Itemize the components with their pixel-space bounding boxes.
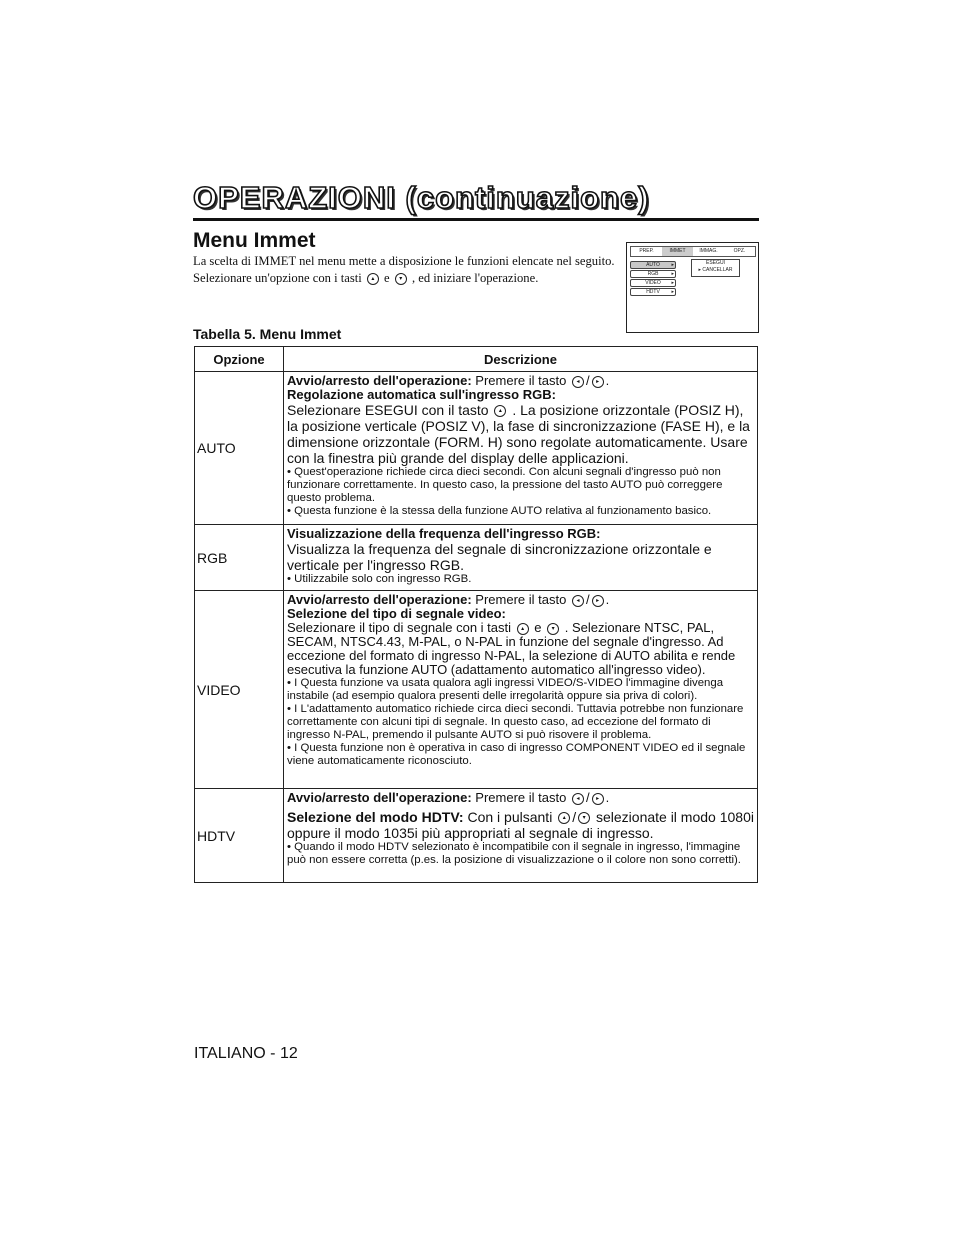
label: Avvio/arresto dell'operazione: [287, 592, 472, 607]
up-button-icon: ▴ [494, 405, 506, 417]
option-video: VIDEO [195, 591, 284, 789]
text: . La posizione orizzontale (POSIZ H), la posizione verticale (POSIZ V), la fase di sincronizzazione (FASE H), e la dimensione orizzontale (FORM. H) sono regolate automaticamente. Usare con la finestra più grande del display delle applicazioni. [287, 402, 750, 466]
down-button-icon: ▾ [547, 623, 559, 635]
left-button-icon: ◂ [572, 376, 584, 388]
intro-text-1: La scelta di IMMET nel menu mette a disposizione le funzioni elencate nel seguito. Selezionare un'opzione con i tasti [193, 254, 615, 285]
menu-item-auto: AUTO ▸ [630, 261, 676, 269]
description-hdtv [284, 789, 758, 883]
heading-rule [193, 218, 759, 221]
label: Visualizzazione della frequenza dell'ingresso RGB: [287, 526, 601, 541]
menu-tabs [630, 246, 756, 257]
label: Selezione del modo HDTV: [287, 809, 464, 825]
and: e [534, 620, 542, 635]
slash: / [585, 592, 590, 607]
menu-tab-prep: PREP. [639, 248, 654, 254]
text: Premere il tasto [471, 373, 567, 388]
up-button-icon: ▴ [367, 273, 379, 285]
down-button-icon: ▾ [578, 812, 590, 824]
note: • Questa funzione è la stessa della funzione AUTO relativa al funzionamento basico. [287, 505, 712, 517]
table-row [195, 591, 758, 789]
menu-table [194, 346, 758, 883]
menu-tab-opz: OPZ. [733, 248, 746, 254]
menu-submenu [691, 259, 740, 277]
text: Premere il tasto [471, 790, 567, 805]
slash: / [572, 809, 577, 825]
note: • I Questa funzione va usata qualora agli ingressi VIDEO/S-VIDEO l'immagine divenga instabile (ad esempio qualora presenti delle irregolarità oppure sia priva di colori). [287, 677, 724, 702]
menu-item-hdtv: HDTV ▸ [630, 288, 676, 296]
text: Premere il tasto [471, 592, 567, 607]
label: Avvio/arresto dell'operazione: [287, 790, 472, 805]
table-row [195, 372, 758, 525]
intro-text-2: , ed iniziare l'operazione. [411, 271, 539, 285]
table-row [195, 789, 758, 883]
text: Visualizza la frequenza del segnale di sincronizzazione orizzontale e verticale per l'ingresso RGB. [287, 541, 712, 573]
down-button-icon: ▾ [395, 273, 407, 285]
right-button-icon: ▸ [592, 376, 604, 388]
menu-preview [626, 242, 759, 333]
description-video [284, 591, 758, 789]
menu-tab-immet: IMMET [662, 247, 693, 256]
option-rgb: RGB [195, 525, 284, 591]
intro-paragraph [193, 253, 618, 287]
table-row [195, 525, 758, 591]
slash: / [585, 790, 590, 805]
text: Selezionare ESEGUI con il tasto [287, 402, 489, 418]
menu-sub-cancellar: ▸ CANCELLAR [698, 267, 733, 273]
heading-text: OPERAZIONI (continuazione) [193, 180, 650, 215]
menu-tab-immag: IMMAG. [699, 248, 718, 254]
note: • Quando il modo HDTV selezionato è incompatibile con il segnale in ingresso, l'immagine può non essere corretta (p.es. la posizione di visualizzazione o il colore non sono corretti). [287, 841, 741, 866]
left-button-icon: ◂ [572, 595, 584, 607]
text: selezionate il modo 1080i oppure il modo 1035i più appropriati al segnale di ingresso. [287, 809, 754, 841]
menu-item-rgb: RGB ▸ [630, 270, 676, 278]
label: Selezione del tipo di segnale video: [287, 606, 506, 621]
period: . [605, 790, 610, 805]
note: • Utilizzabile solo con ingresso RGB. [287, 573, 472, 585]
intro-and: e [384, 271, 390, 285]
section-title: Menu Immet [193, 229, 316, 252]
menu-items [630, 261, 676, 297]
text: . Selezionare NTSC, PAL, SECAM, NTSC4.43, M-PAL, o N-PAL in funzione del segnale d'ingresso. Ad eccezione del formato di ingresso N-PAL, la selezione di AUTO abilita e rende esecutiva la funzione AUTO (adattamento automatico all'ingresso video). [287, 620, 736, 677]
table-header-row [195, 347, 758, 372]
page-footer: ITALIANO - 12 [194, 1045, 298, 1062]
right-button-icon: ▸ [592, 793, 604, 805]
description-rgb [284, 525, 758, 591]
up-button-icon: ▴ [517, 623, 529, 635]
page-heading [193, 180, 759, 222]
option-hdtv: HDTV [195, 789, 284, 883]
menu-sub-esegui: ESEGUI [706, 260, 725, 266]
period: . [605, 373, 610, 388]
option-auto: AUTO [195, 372, 284, 525]
note: • I L'adattamento automatico richiede circa dieci secondi. Tuttavia potrebbe non funzionare correttamente con alcuni tipi di segnale. In questo caso, ad eccezione del formato di ingresso N-PAL, premendo il pulsante AUTO si può risovere il problema. [287, 703, 744, 741]
right-button-icon: ▸ [592, 595, 604, 607]
period: . [605, 592, 610, 607]
note: • Quest'operazione richiede circa dieci secondi. Con alcuni segnali d'ingresso può non funzionare correttamente. In questo caso, la pressione del tasto AUTO può correggere questo problema. [287, 466, 723, 504]
label: Regolazione automatica sull'ingresso RGB: [287, 387, 556, 402]
left-button-icon: ◂ [572, 793, 584, 805]
text: Con i pulsanti [463, 809, 553, 825]
header-option: Opzione [195, 347, 284, 372]
header-description: Descrizione [284, 347, 758, 372]
table-caption: Tabella 5. Menu Immet [193, 326, 342, 342]
label: Avvio/arresto dell'operazione: [287, 373, 472, 388]
slash: / [585, 373, 590, 388]
text: Selezionare il tipo di segnale con i tasti [287, 620, 512, 635]
description-auto [284, 372, 758, 525]
note: • I Questa funzione non è operativa in caso di ingresso COMPONENT VIDEO ed il segnale viene automaticamente riconosciuto. [287, 742, 746, 767]
menu-item-video: VIDEO ▸ [630, 279, 676, 287]
up-button-icon: ▴ [558, 812, 570, 824]
